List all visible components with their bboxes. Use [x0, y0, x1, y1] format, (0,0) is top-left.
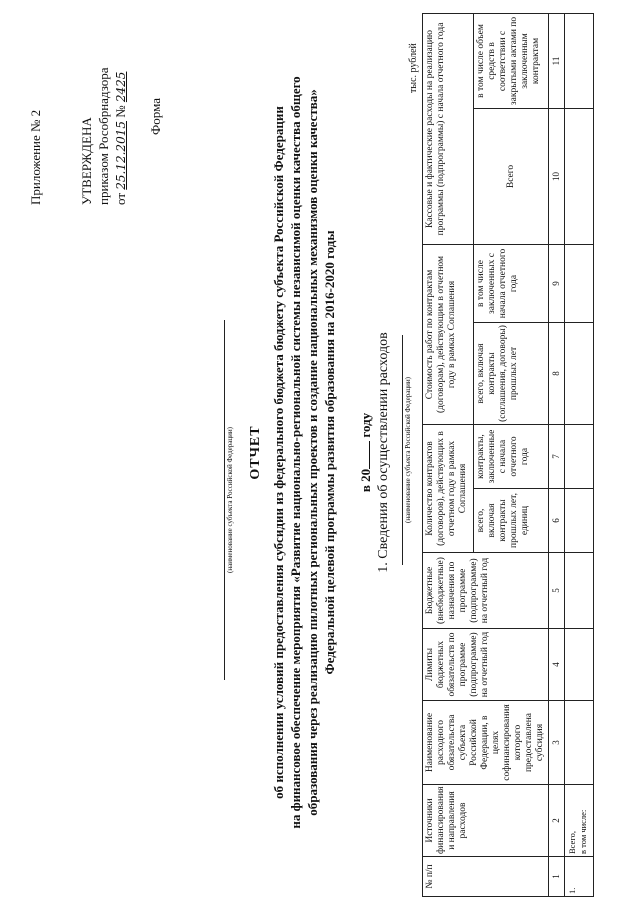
col-cost-new-header: в том числе заключенных с начала отчетного года — [474, 244, 549, 322]
col-expenses-total-header: Всего — [474, 108, 549, 244]
section-title: 1. Сведения об осуществлении расходов — [376, 332, 391, 573]
group-expenses-header: Кассовые и фактические расходы на реализацию программы (подпрограммы) с начала отчетного года — [423, 13, 474, 244]
cell-empty — [565, 629, 594, 701]
unit-label: тыс. рублей — [408, 43, 419, 93]
report-year — [357, 0, 374, 905]
col-limits-header: Лимиты бюджетных обязательств по программе (подпрограмме) на отчетный год — [423, 629, 549, 701]
col-num-9: 9 — [549, 244, 565, 322]
approved-title: УТВЕРЖДЕНА — [79, 117, 94, 205]
year-suffix: году — [358, 412, 373, 438]
col-number-header: № п/п — [423, 857, 549, 897]
report-line-4: Федеральной целевой программы развития образования на 2016-2020 годы — [322, 230, 337, 675]
cell-empty — [565, 553, 594, 629]
col-assignments-header: Бюджетные (внебюджетные) назначения по программе (подпрограмме) на отчетный год — [423, 553, 549, 629]
col-expenses-acts-header: в том числе объем средств в соответствии с закрытыми актами по заключенным контрактам — [474, 13, 549, 108]
column-numbers-row — [549, 13, 565, 896]
appendix-label: Приложение № 2 — [28, 109, 43, 205]
report-line-2: на финансовое обеспечение мероприятия «Развитие национально-региональной системы независимой оценки качества общего — [288, 76, 303, 829]
col-num-7: 7 — [549, 425, 565, 489]
row-label-total: Всего, — [567, 831, 577, 854]
approval-date-line — [112, 67, 130, 205]
cell-empty — [565, 108, 594, 244]
col-num-10: 10 — [549, 108, 565, 244]
report-line-1: об исполнении условий предоставления субсидии из федерального бюджета бюджету субъекта Российской Федерации — [271, 106, 286, 799]
col-num-11: 11 — [549, 13, 565, 108]
col-num-6: 6 — [549, 489, 565, 553]
row-label-incl: в том числе: — [578, 809, 588, 854]
col-num-4: 4 — [549, 629, 565, 701]
header-row-1 — [423, 13, 474, 896]
row-label — [565, 785, 594, 857]
table-row — [565, 13, 594, 896]
group-contracts-count-header: Количество контрактов (договоров), действующих в отчетном году в рамках Соглашения — [423, 425, 474, 553]
report-title: ОТЧЕТ — [248, 425, 263, 480]
cell-empty — [565, 323, 594, 425]
col-count-new-header: контракты, заключенные с начала отчетного года — [474, 425, 549, 489]
approval-stamp — [78, 67, 130, 205]
col-cost-total-header: всего, включая контракты (соглашения, договоры) прошлых лет — [474, 323, 549, 425]
cell-empty — [565, 701, 594, 785]
region-name-line-2 — [394, 335, 403, 565]
year-blank — [357, 441, 370, 469]
form-label: Форма — [148, 98, 163, 135]
col-obligation-header: Наименование расходного обязательства субъекта Российской Федерации, в целях софинансирования которого предоставлена субсидия — [423, 701, 549, 785]
cell-empty — [565, 13, 594, 108]
col-num-3: 3 — [549, 701, 565, 785]
col-num-2: 2 — [549, 785, 565, 857]
year-prefix: в 20 — [358, 468, 373, 493]
cell-empty — [565, 489, 594, 553]
col-num-1: 1 — [549, 857, 565, 897]
col-num-8: 8 — [549, 323, 565, 425]
region-name-line — [210, 320, 225, 680]
date-prefix: от — [113, 192, 128, 205]
expenses-table — [422, 13, 594, 897]
cell-empty — [565, 425, 594, 489]
col-sources-header: Источники финансирования и направления расходов — [423, 785, 549, 857]
col-num-5: 5 — [549, 553, 565, 629]
col-count-total-header: всего, включая контракты прошлых лет, единиц — [474, 489, 549, 553]
cell-empty — [565, 244, 594, 322]
approval-date: 25.12.2015 — [114, 121, 128, 190]
region-caption-2: (наименование субъекта Российской Федерации) — [404, 377, 412, 523]
approval-number: 2425 — [114, 71, 128, 103]
row-number: 1. — [565, 857, 594, 897]
group-contracts-cost-header: Стоимость работ по контрактам (договорам), действующим в отчетном году в рамках Соглашения — [423, 244, 474, 424]
report-line-3: образования через реализацию пилотных региональных проектов и создание национальных механизмов оценки качества» — [305, 89, 320, 816]
number-prefix: № — [113, 105, 128, 118]
approved-by: приказом Рособрнадзора — [96, 67, 111, 205]
region-caption: (наименование субъекта Российской Федерации) — [226, 427, 234, 573]
